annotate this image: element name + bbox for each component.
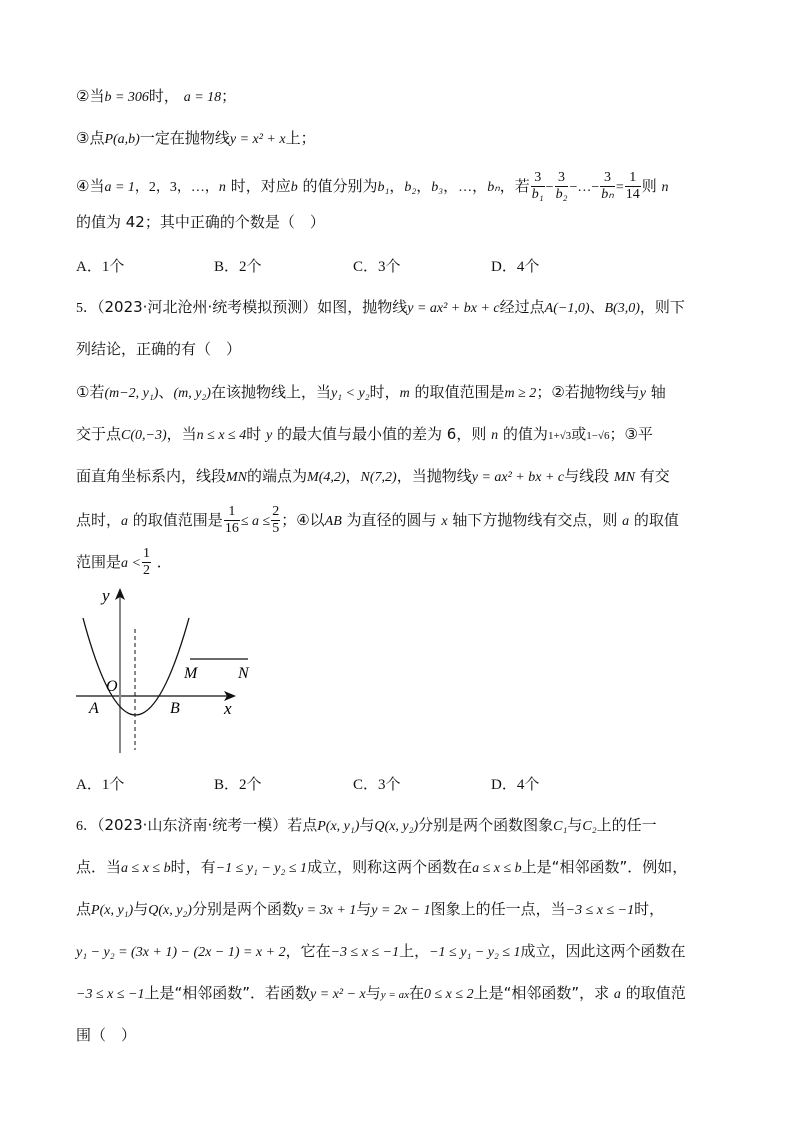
- math-var: b: [290, 180, 298, 195]
- point-b-label: B: [170, 700, 180, 717]
- text: 、: [158, 383, 174, 401]
- math-expr: b = 306: [104, 90, 149, 105]
- math-expr: Q(x, y₂): [374, 819, 419, 834]
- math-expr: N(7,2): [360, 470, 397, 485]
- numerator: 3: [531, 170, 545, 187]
- option-b[interactable]: B．2个: [214, 777, 262, 793]
- text: 点时，: [76, 511, 122, 529]
- math-expr: −1 ≤ y₁ − y₂ ≤ 1: [215, 861, 308, 876]
- text: ；④以: [281, 511, 325, 529]
- text: ，它在: [285, 942, 331, 960]
- option-b[interactable]: B．2个: [214, 259, 262, 275]
- text: 与: [567, 816, 583, 834]
- math-expr: y = ax: [380, 989, 409, 1001]
- fraction: [224, 504, 240, 537]
- text: ，当抛物线: [396, 467, 472, 485]
- text: 的端点为: [247, 467, 308, 485]
- text: 的取值范围是: [132, 511, 223, 529]
- denominator: 14: [625, 187, 640, 202]
- text: ．: [156, 553, 172, 571]
- q4-item-4-cont: 的值为 42；其中正确的个数是（ ）: [76, 213, 325, 231]
- text: 一定在抛物线: [139, 129, 230, 147]
- math-expr: (m, y₂): [173, 386, 211, 401]
- text: ，2，3，…，: [134, 180, 219, 195]
- math-expr: y = ax² + bx + c: [471, 470, 565, 485]
- q5-line-3: [76, 466, 670, 488]
- math-expr: B(3,0): [604, 301, 640, 316]
- q6-line-3: [76, 899, 664, 921]
- math-expr: C(0,−3): [121, 428, 167, 443]
- q5-line-1: [76, 382, 666, 404]
- denominator: 16: [224, 521, 239, 536]
- option-d[interactable]: D．4个: [491, 777, 540, 793]
- text: 与: [356, 900, 372, 918]
- text: 与: [133, 900, 149, 918]
- option-d[interactable]: D．4个: [491, 259, 540, 275]
- q5-stem-cont: 列结论，正确的有（ ）: [76, 340, 242, 358]
- text: ③点: [76, 129, 105, 147]
- math-var: MN: [613, 470, 635, 485]
- question-source: （2023·河北沧州·统考模拟预测）: [97, 298, 318, 316]
- math-expr: P(a,b): [104, 132, 140, 147]
- text: 时，: [634, 900, 665, 918]
- option-c[interactable]: C．3个: [353, 259, 401, 275]
- text: 时，有: [170, 858, 216, 876]
- math-expr: P(x, y₁): [317, 819, 360, 834]
- math-expr: −3 ≤ x ≤ −1: [76, 987, 145, 1002]
- text: 经过点: [499, 298, 545, 316]
- fraction: [625, 170, 641, 203]
- fraction: [555, 170, 569, 203]
- fraction: [142, 546, 151, 579]
- point-m-label: M: [184, 665, 198, 682]
- numerator: 3: [600, 170, 615, 187]
- q6-line-5: [76, 983, 686, 1005]
- q4-item-2: [76, 86, 236, 108]
- text: 上是“相邻函数”．若函数: [144, 984, 311, 1002]
- math-var: y: [639, 386, 646, 401]
- math-var: C₂: [582, 819, 597, 834]
- math-expr: M(4,2): [307, 470, 346, 485]
- text: 范围是: [76, 553, 122, 571]
- math-expr: −1 ≤ y₁ − y₂ ≤ 1: [429, 945, 521, 960]
- text: 的值分别为: [302, 177, 378, 195]
- text: 分别是两个函数: [191, 900, 297, 918]
- math-expr: y₁ < y₂: [330, 386, 370, 401]
- text: 若点: [287, 816, 318, 834]
- text: 有交: [639, 467, 670, 485]
- math-expr: a <: [121, 556, 141, 571]
- text: 的取值范围是: [414, 383, 505, 401]
- math-expr: P(x, y₁): [91, 903, 134, 918]
- text: 时，对应: [230, 177, 291, 195]
- q4-item-3: [76, 128, 316, 150]
- math-var: a: [622, 514, 630, 529]
- q6-line-1: [76, 815, 657, 837]
- text: 上；: [285, 129, 316, 147]
- text: 点．当: [76, 858, 122, 876]
- math-expr: m ≥ 2: [504, 386, 537, 401]
- math-var: C₁: [553, 819, 568, 834]
- numerator: 1: [224, 504, 240, 521]
- text: 在该抛物线上，当: [210, 383, 331, 401]
- text: 或: [571, 425, 587, 443]
- text: 与: [365, 984, 381, 1002]
- text: …: [458, 180, 473, 195]
- text: ；②若抛物线与: [536, 383, 640, 401]
- text: ，若: [499, 177, 530, 195]
- math-expr: −3 ≤ x ≤ −1: [330, 945, 400, 960]
- fraction: [271, 504, 280, 537]
- text: 如图，抛物线: [317, 298, 408, 316]
- text: 时: [246, 425, 262, 443]
- math-expr: a = 1: [104, 180, 135, 195]
- q5-line-2: [76, 424, 653, 446]
- math-expr: Q(x, y₂): [148, 903, 192, 918]
- math-var: n: [491, 428, 499, 443]
- parabola-figure: [62, 580, 262, 760]
- text: 则: [641, 177, 657, 195]
- text: 图象上的任一点，当: [430, 900, 566, 918]
- text: 上是“相邻函数”，求: [473, 984, 610, 1002]
- math-var: b₂: [404, 180, 417, 195]
- denominator: bₙ: [601, 187, 614, 202]
- q6-line-2: [76, 857, 687, 879]
- math-expr: 1+√3: [547, 430, 572, 442]
- q5-stem: [76, 297, 685, 319]
- math-var: a: [613, 987, 621, 1002]
- math-var: b₁: [377, 180, 390, 195]
- text: 时，: [148, 87, 179, 105]
- origin-label: O: [106, 678, 118, 695]
- option-c[interactable]: C．3个: [353, 777, 401, 793]
- option-a[interactable]: A．1个: [76, 259, 125, 275]
- denominator: b₁: [531, 187, 544, 202]
- math-expr: 1−√6: [586, 430, 610, 442]
- point-n-label: N: [238, 665, 249, 682]
- text: 轴下方抛物线有交点，则: [452, 511, 618, 529]
- text: 、: [589, 298, 605, 316]
- text: 与线段: [564, 467, 610, 485]
- text: 上的任一: [596, 816, 657, 834]
- point-a-label: A: [89, 700, 99, 717]
- q6-line-6: 围（ ）: [76, 1026, 137, 1044]
- math-var: bₙ: [487, 180, 500, 195]
- math-expr: y = ax² + bx + c: [407, 301, 500, 316]
- denominator: 5: [272, 521, 280, 536]
- math-var: n: [661, 180, 669, 195]
- numerator: 3: [555, 170, 569, 187]
- text: 时，: [369, 383, 400, 401]
- text: 的取值: [633, 511, 679, 529]
- math-expr: a ≤ x ≤ b: [472, 861, 522, 876]
- x-axis-label: x: [224, 699, 232, 718]
- text: ，则下: [639, 298, 685, 316]
- text: ②当: [76, 87, 105, 105]
- q4-item-4: ④当a = 1，2，3，…，n 时，对应b 的值分别为b₁，b₂，b₃，…，bₙ，若 $\frac{3}{\text{b₁}}$ − $\frac{3}{\text{b₂}}$ −…− $\frac{3}{\text{bₙ}}$ = $\frac{1}{14}$ 则 n: [76, 170, 669, 202]
- math-var: x: [441, 514, 448, 529]
- q5-line-4: [76, 504, 679, 537]
- q6-line-4: [76, 941, 686, 963]
- text: 成立，则称这两个函数在: [307, 858, 473, 876]
- text: 为直径的圆与: [346, 511, 437, 529]
- text: ；③平: [609, 425, 653, 443]
- math-expr: a ≤ x ≤ b: [121, 861, 171, 876]
- math-expr: a = 18: [183, 90, 222, 105]
- text: 在: [408, 984, 424, 1002]
- math-expr: n ≤ x ≤ 4: [196, 428, 247, 443]
- question-number: 5．: [76, 301, 97, 316]
- numerator: 1: [625, 170, 641, 187]
- math-expr: (m−2, y₁): [104, 386, 159, 401]
- y-axis-label: y: [102, 586, 110, 605]
- math-var: AB: [324, 514, 342, 529]
- numerator: 2: [272, 504, 280, 519]
- math-var: y: [266, 428, 273, 443]
- math-expr: ≤ a ≤: [240, 514, 271, 529]
- math-var: b₃: [431, 180, 444, 195]
- text: 轴: [650, 383, 666, 401]
- text: ，: [345, 467, 361, 485]
- math-expr: y₁ − y₂ = (3x + 1) − (2x − 1) = x + 2: [76, 945, 286, 960]
- fraction: [531, 170, 545, 203]
- text: 的值为: [502, 425, 548, 443]
- math-expr: y = x² + x: [229, 132, 286, 147]
- text: 分别是两个函数图象: [418, 816, 554, 834]
- q5-line-5: [76, 546, 172, 579]
- text: ，当: [166, 425, 197, 443]
- text: 面直角坐标系内，线段: [76, 467, 227, 485]
- denominator: 2: [142, 563, 150, 578]
- math-var: m: [399, 386, 410, 401]
- text: 的取值范: [625, 984, 686, 1002]
- text: 点: [76, 900, 92, 918]
- text: ①若: [76, 383, 105, 401]
- math-var: MN: [226, 470, 248, 485]
- text: 与: [359, 816, 375, 834]
- math-expr: 0 ≤ x ≤ 2: [423, 987, 474, 1002]
- math-expr: y = x² − x: [310, 987, 366, 1002]
- text: 的最大值与最小值的差为 6，则: [277, 425, 487, 443]
- question-source: （2023·山东济南·统考一模）: [97, 816, 288, 834]
- math-expr: y = 2x − 1: [371, 903, 431, 918]
- math-expr: y = 3x + 1: [296, 903, 357, 918]
- text: 上，: [399, 942, 430, 960]
- question-number: 6．: [76, 819, 97, 834]
- fraction: [600, 170, 615, 203]
- text: ；: [221, 87, 237, 105]
- text: 交于点: [76, 425, 122, 443]
- denominator: b₂: [555, 187, 568, 202]
- option-a[interactable]: A．1个: [76, 777, 125, 793]
- text: 成立，因此这两个函数在: [520, 942, 686, 960]
- math-var: n: [218, 180, 226, 195]
- numerator: 1: [142, 546, 150, 561]
- text: 上是“相邻函数”．例如，: [521, 858, 688, 876]
- math-expr: −3 ≤ x ≤ −1: [565, 903, 635, 918]
- math-var: a: [121, 514, 129, 529]
- math-expr: A(−1,0): [544, 301, 590, 316]
- text: ④当: [76, 177, 105, 195]
